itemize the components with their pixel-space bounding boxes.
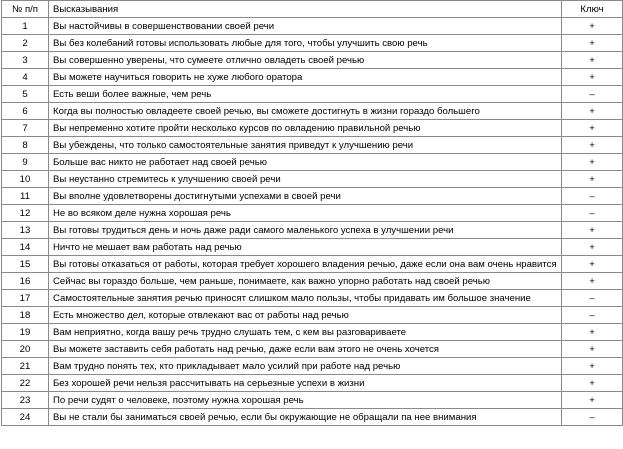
row-key: + (562, 120, 623, 137)
row-key: + (562, 52, 623, 69)
row-statement: Без хорошей речи нельзя рассчитывать на серьезные успехи в жизни (49, 375, 562, 392)
row-number: 6 (2, 103, 49, 120)
table-row (2, 273, 623, 290)
table-row (2, 409, 623, 426)
header-row (2, 1, 623, 18)
row-statement: Самостоятельные занятия речью приносят слишком мало пользы, чтобы придавать им большое значение (49, 290, 562, 307)
row-number: 13 (2, 222, 49, 239)
table-row (2, 69, 623, 86)
row-statement: Вы настойчивы в совершенствовании своей речи (49, 18, 562, 35)
row-number: 4 (2, 69, 49, 86)
row-key: + (562, 18, 623, 35)
row-statement: Вы непременно хотите пройти несколько курсов по овладению правильной речью (49, 120, 562, 137)
table-row (2, 188, 623, 205)
row-key: + (562, 69, 623, 86)
row-key: + (562, 154, 623, 171)
row-key: + (562, 256, 623, 273)
row-statement: Вы готовы трудиться день и ночь даже ради самого маленького успеха в улучшении речи (49, 222, 562, 239)
row-number: 7 (2, 120, 49, 137)
table-row (2, 86, 623, 103)
row-statement: Вам неприятно, когда вашу речь трудно слушать тем, с кем вы разговариваете (49, 324, 562, 341)
row-number: 21 (2, 358, 49, 375)
row-number: 15 (2, 256, 49, 273)
table-row (2, 341, 623, 358)
row-statement: Сейчас вы гораздо больше, чем раньше, понимаете, как важно упорно работать над своей речью (49, 273, 562, 290)
header-statement: Высказывания (49, 1, 562, 18)
row-key: + (562, 324, 623, 341)
row-key: – (562, 409, 623, 426)
row-number: 11 (2, 188, 49, 205)
row-statement: Не во всяком деле нужна хорошая речь (49, 205, 562, 222)
statements-table (1, 0, 623, 426)
row-statement: Вы готовы отказаться от работы, которая требует хорошего владения речью, даже если она вам очень нравится (49, 256, 562, 273)
table-row (2, 392, 623, 409)
row-number: 10 (2, 171, 49, 188)
row-key: + (562, 392, 623, 409)
row-number: 1 (2, 18, 49, 35)
row-key: + (562, 137, 623, 154)
table-row (2, 18, 623, 35)
row-key: – (562, 290, 623, 307)
row-number: 2 (2, 35, 49, 52)
table-row (2, 222, 623, 239)
table-row (2, 290, 623, 307)
row-number: 14 (2, 239, 49, 256)
row-number: 5 (2, 86, 49, 103)
row-statement: Вы не стали бы заниматься своей речью, если бы окружающие не обращали па нее внимания (49, 409, 562, 426)
row-key: + (562, 171, 623, 188)
table-row (2, 103, 623, 120)
row-number: 8 (2, 137, 49, 154)
row-statement: Есть веши более важные, чем речь (49, 86, 562, 103)
row-number: 3 (2, 52, 49, 69)
row-statement: Вы вполне удовлетворены достигнутыми успехами в своей речи (49, 188, 562, 205)
row-number: 20 (2, 341, 49, 358)
row-number: 23 (2, 392, 49, 409)
row-key: + (562, 239, 623, 256)
row-number: 17 (2, 290, 49, 307)
row-number: 9 (2, 154, 49, 171)
row-key: + (562, 35, 623, 52)
row-number: 16 (2, 273, 49, 290)
row-key: + (562, 358, 623, 375)
row-number: 22 (2, 375, 49, 392)
table-row (2, 137, 623, 154)
row-statement: Вы без колебаний готовы использовать любые для того, чтобы улучшить свою речь (49, 35, 562, 52)
row-key: – (562, 86, 623, 103)
row-number: 18 (2, 307, 49, 324)
table-row (2, 256, 623, 273)
row-number: 19 (2, 324, 49, 341)
table-row (2, 154, 623, 171)
row-statement: Ничто не мешает вам работать над речью (49, 239, 562, 256)
row-key: + (562, 103, 623, 120)
row-number: 24 (2, 409, 49, 426)
table-row (2, 239, 623, 256)
row-key: + (562, 375, 623, 392)
row-statement: Вы убеждены, что только самостоятельные занятия приведут к улучшению речи (49, 137, 562, 154)
table-row (2, 35, 623, 52)
row-statement: Когда вы полностью овладеете своей речью, вы сможете достигнуть в жизни гораздо большего (49, 103, 562, 120)
header-key: Ключ (562, 1, 623, 18)
row-statement: Больше вас никто не работает над своей речью (49, 154, 562, 171)
row-key: – (562, 205, 623, 222)
header-num: № п/п (2, 1, 49, 18)
row-statement: Вы можете заставить себя работать над речью, даже если вам этого не очень хочется (49, 341, 562, 358)
table-row (2, 307, 623, 324)
row-statement: Вы можете научиться говорить не хуже любого оратора (49, 69, 562, 86)
table-row (2, 324, 623, 341)
table-row (2, 205, 623, 222)
row-key: + (562, 341, 623, 358)
row-statement: Вы совершенно уверены, что сумеете отлично овладеть своей речью (49, 52, 562, 69)
table-row (2, 120, 623, 137)
row-number: 12 (2, 205, 49, 222)
row-statement: Вы неустанно стремитесь к улучшению своей речи (49, 171, 562, 188)
table-row (2, 52, 623, 69)
row-key: + (562, 222, 623, 239)
table-row (2, 358, 623, 375)
row-statement: Есть множество дел, которые отвлекают вас от работы над речью (49, 307, 562, 324)
row-key: + (562, 273, 623, 290)
row-statement: Вам трудно понять тех, кто прикладывает мало усилий при работе над речью (49, 358, 562, 375)
table-row (2, 171, 623, 188)
table-row (2, 375, 623, 392)
table-header (2, 1, 623, 18)
row-key: – (562, 188, 623, 205)
row-statement: По речи судят о человеке, поэтому нужна хорошая речь (49, 392, 562, 409)
row-key: – (562, 307, 623, 324)
table-body (2, 18, 623, 426)
